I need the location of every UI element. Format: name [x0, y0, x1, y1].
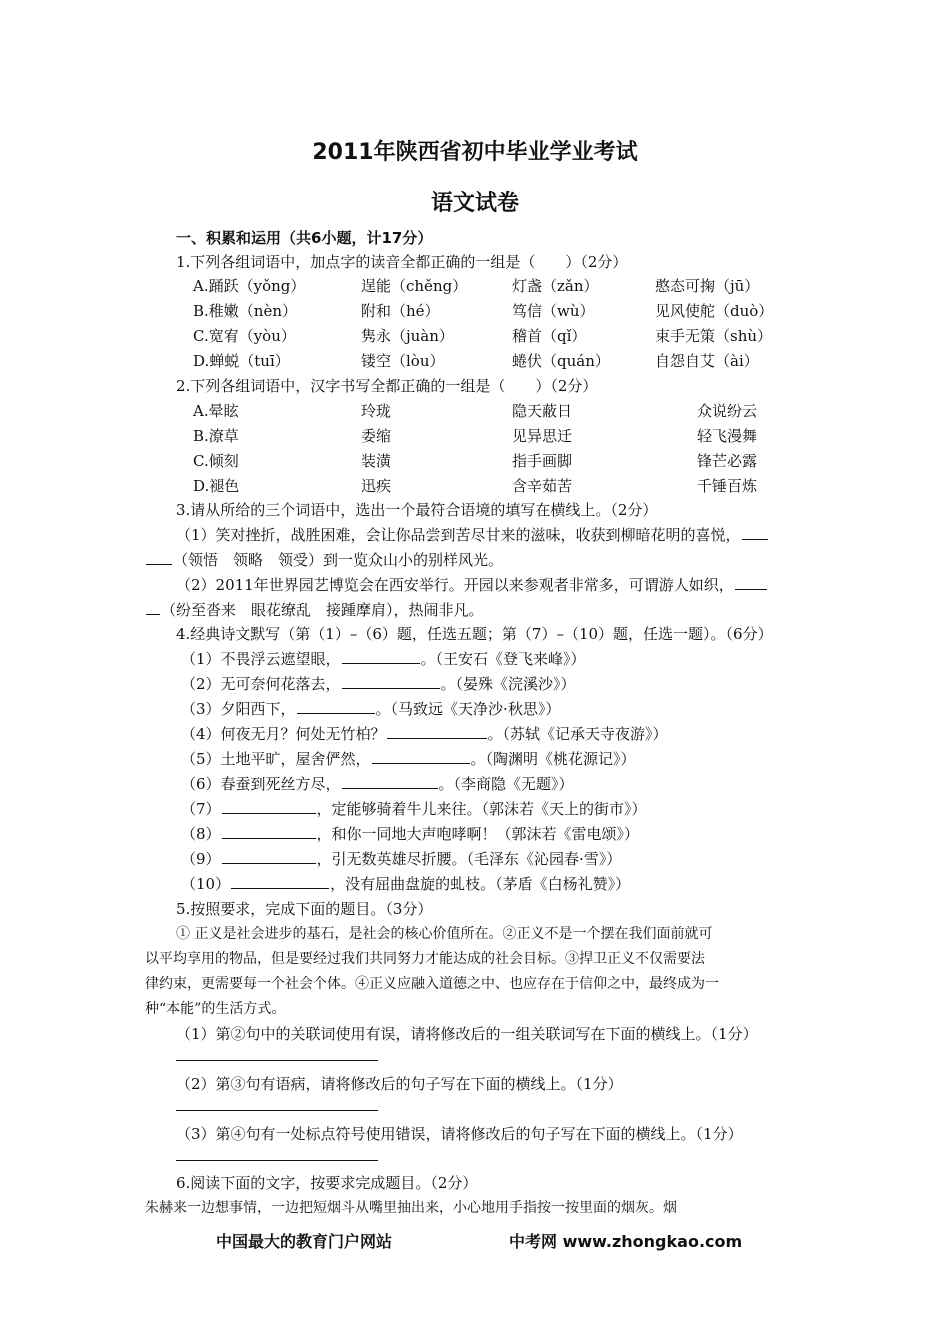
poem-prompt: （3）夕阳西下，	[181, 700, 296, 718]
option-cell: 蜷伏（quán）	[512, 352, 610, 370]
option-cell: 指手画脚	[512, 452, 573, 470]
answer-blank[interactable]	[231, 887, 329, 889]
answer-line[interactable]	[176, 1160, 378, 1161]
option-cell: 含辛茹苦	[512, 477, 573, 495]
option-cell: B.潦草	[193, 427, 239, 445]
option-cell: 逞能（chěng）	[361, 277, 468, 295]
option-cell: D.蝉蜕（tuī）	[193, 352, 290, 370]
answer-blank[interactable]	[387, 737, 487, 739]
footer-left: 中国最大的教育门户网站	[216, 1232, 393, 1251]
poem-source: 。（晏殊《浣溪沙》）	[440, 675, 576, 693]
question-1-stem: 1.下列各组词语中，加点字的读音全都正确的一组是（ ）（2分）	[176, 253, 628, 271]
poem-line	[181, 798, 647, 819]
option-cell: 千锤百炼	[697, 477, 758, 495]
answer-blank[interactable]	[342, 662, 420, 664]
option-cell: C.倾刻	[193, 452, 239, 470]
option-cell: B.稚嫩（nèn）	[193, 302, 297, 320]
option-cell: 笃信（wù）	[512, 302, 595, 320]
answer-blank[interactable]	[222, 837, 316, 839]
poem-source: ，定能够骑着牛儿来往。（郭沫若《天上的街市》）	[316, 800, 647, 818]
option-cell: 众说纷云	[697, 402, 758, 420]
question-2-stem: 2.下列各组词语中，汉字书写全都正确的一组是（ ）（2分）	[176, 377, 598, 395]
question-3-part-2	[176, 574, 768, 595]
poem-line	[181, 773, 574, 794]
poem-prompt: （6）春蚕到死丝方尽，	[181, 775, 341, 793]
poem-line	[181, 848, 621, 869]
poem-prompt: （4）何夜无月？何处无竹柏？	[181, 725, 386, 743]
option-cell: 隐天蔽日	[512, 402, 573, 420]
poem-source: ，引无数英雄尽折腰。（毛泽东《沁园春·雪》）	[316, 850, 622, 868]
option-cell: 稽首（qǐ）	[512, 327, 587, 345]
footer-right: 中考网 www.zhongkao.com	[509, 1232, 743, 1251]
question-5-sub-2: （2）第③句有语病，请将修改后的句子写在下面的横线上。（1分）	[176, 1075, 623, 1093]
option-cell: 隽永（juàn）	[361, 327, 454, 345]
poem-line	[181, 823, 639, 844]
question-5-stem: 5.按照要求，完成下面的题目。（3分）	[176, 900, 433, 918]
option-cell: 灯盏（zǎn）	[512, 277, 599, 295]
option-cell: 见风使舵（duò）	[655, 302, 774, 320]
answer-blank[interactable]	[372, 762, 470, 764]
question-3-part-1-options: （领悟 领略 领受）到一览众山小的别样风光。	[173, 551, 504, 569]
poem-source: 。（王安石《登飞来峰》）	[420, 650, 586, 668]
answer-blank[interactable]	[146, 563, 172, 565]
passage-line: 律约束，更需要每一个社会个体。④正义应融入道德之中、也应存在于信仰之中，最终成为一	[145, 976, 719, 992]
option-cell: 委缩	[361, 427, 392, 445]
option-cell: A.踊跃（yǒng）	[193, 277, 306, 295]
poem-prompt: （8）	[181, 825, 221, 843]
passage-line: 以平均享用的物品，但是要经过我们共同努力才能达成的社会目标。③捍卫正义不仅需要法	[145, 951, 705, 967]
option-cell: 见异思迁	[512, 427, 573, 445]
option-cell: C.宽宥（yòu）	[193, 327, 296, 345]
question-6-stem: 6.阅读下面的文字，按要求完成题目。（2分）	[176, 1174, 478, 1192]
answer-line[interactable]	[176, 1110, 378, 1111]
answer-blank[interactable]	[297, 712, 375, 714]
option-cell: 憨态可掬（jū）	[655, 277, 760, 295]
question-6-text: 朱赫来一边想事情，一边把短烟斗从嘴里抽出来，小心地用手指按一按里面的烟灰。烟	[145, 1200, 677, 1216]
poem-prompt: （9）	[181, 850, 221, 868]
question-3-stem: 3.请从所给的三个词语中，选出一个最符合语境的填写在横线上。（2分）	[176, 501, 658, 519]
question-5-sub-3: （3）第④句有一处标点符号使用错误，请将修改后的句子写在下面的横线上。（1分）	[176, 1125, 743, 1143]
option-cell: 镂空（lòu）	[361, 352, 445, 370]
answer-blank[interactable]	[735, 588, 767, 590]
option-cell: 锋芒必露	[697, 452, 758, 470]
poem-source: ，没有屈曲盘旋的虬枝。（茅盾《白杨礼赞》）	[330, 875, 631, 893]
poem-source: 。（马致远《天净沙·秋思》）	[375, 700, 561, 718]
option-cell: 装潢	[361, 452, 392, 470]
exam-subtitle: 语文试卷	[430, 191, 519, 216]
poem-prompt: （5）土地平旷，屋舍俨然，	[181, 750, 371, 768]
question-5-sub-1: （1）第②句中的关联词使用有误，请将修改后的一组关联词写在下面的横线上。（1分）	[176, 1025, 758, 1043]
option-cell: 束手无策（shù）	[655, 327, 773, 345]
passage-line: ① 正义是社会进步的基石，是社会的核心价值所在。②正义不是一个摆在我们面前就可	[176, 926, 713, 942]
poem-source: 。（李商隐《无题》）	[438, 775, 574, 793]
option-cell: D.褪色	[193, 477, 240, 495]
passage-line: 种“本能”的生活方式。	[145, 1001, 286, 1017]
poem-prompt: （10）	[181, 875, 231, 893]
exam-title: 2011年陕西省初中毕业学业考试	[312, 140, 638, 165]
poem-line	[181, 673, 576, 694]
answer-blank[interactable]	[742, 538, 768, 540]
question-4-stem: 4.经典诗文默写（第（1）–（6）题，任选五题；第（7）–（10）题，任选一题）。（6分）	[176, 625, 773, 643]
poem-line	[181, 873, 630, 894]
poem-prompt: （7）	[181, 800, 221, 818]
question-3-part-1-cont	[145, 549, 503, 570]
answer-blank[interactable]	[146, 613, 160, 615]
question-3-part-1-text: （1）笑对挫折，战胜困难，会让你品尝到苦尽甘来的滋味，收获到柳暗花明的喜悦，	[176, 526, 741, 544]
poem-prompt: （1）不畏浮云遮望眼，	[181, 650, 341, 668]
answer-blank[interactable]	[342, 687, 440, 689]
question-3-part-1	[176, 524, 769, 545]
poem-prompt: （2）无可奈何花落去，	[181, 675, 341, 693]
option-cell: 玲珑	[361, 402, 392, 420]
answer-blank[interactable]	[222, 862, 316, 864]
question-3-part-2-options: （纷至沓来 眼花缭乱 接踵摩肩），热闹非凡。	[161, 601, 484, 619]
poem-line	[181, 748, 636, 769]
poem-source: 。（陶渊明《桃花源记》）	[470, 750, 636, 768]
answer-blank[interactable]	[342, 787, 438, 789]
poem-line	[181, 698, 560, 719]
poem-source: ，和你一同地大声咆哮啊！（郭沫若《雷电颂》）	[316, 825, 640, 843]
question-3-part-2-text: （2）2011年世界园艺博览会在西安举行。开园以来参观者非常多，可谓游人如织，	[176, 576, 734, 594]
option-cell: 自怨自艾（ài）	[655, 352, 759, 370]
answer-blank[interactable]	[222, 812, 316, 814]
option-cell: 附和（hé）	[361, 302, 440, 320]
question-3-part-2-cont	[145, 599, 484, 620]
poem-source: 。（苏轼《记承天寺夜游》）	[487, 725, 668, 743]
section-heading: 一、积累和运用（共6小题，计17分）	[176, 229, 433, 247]
poem-line	[181, 723, 668, 744]
option-cell: 轻飞漫舞	[697, 427, 758, 445]
option-cell: A.晕眩	[193, 402, 239, 420]
answer-line[interactable]	[176, 1060, 378, 1061]
option-cell: 迅疾	[361, 477, 392, 495]
poem-line	[181, 648, 586, 669]
